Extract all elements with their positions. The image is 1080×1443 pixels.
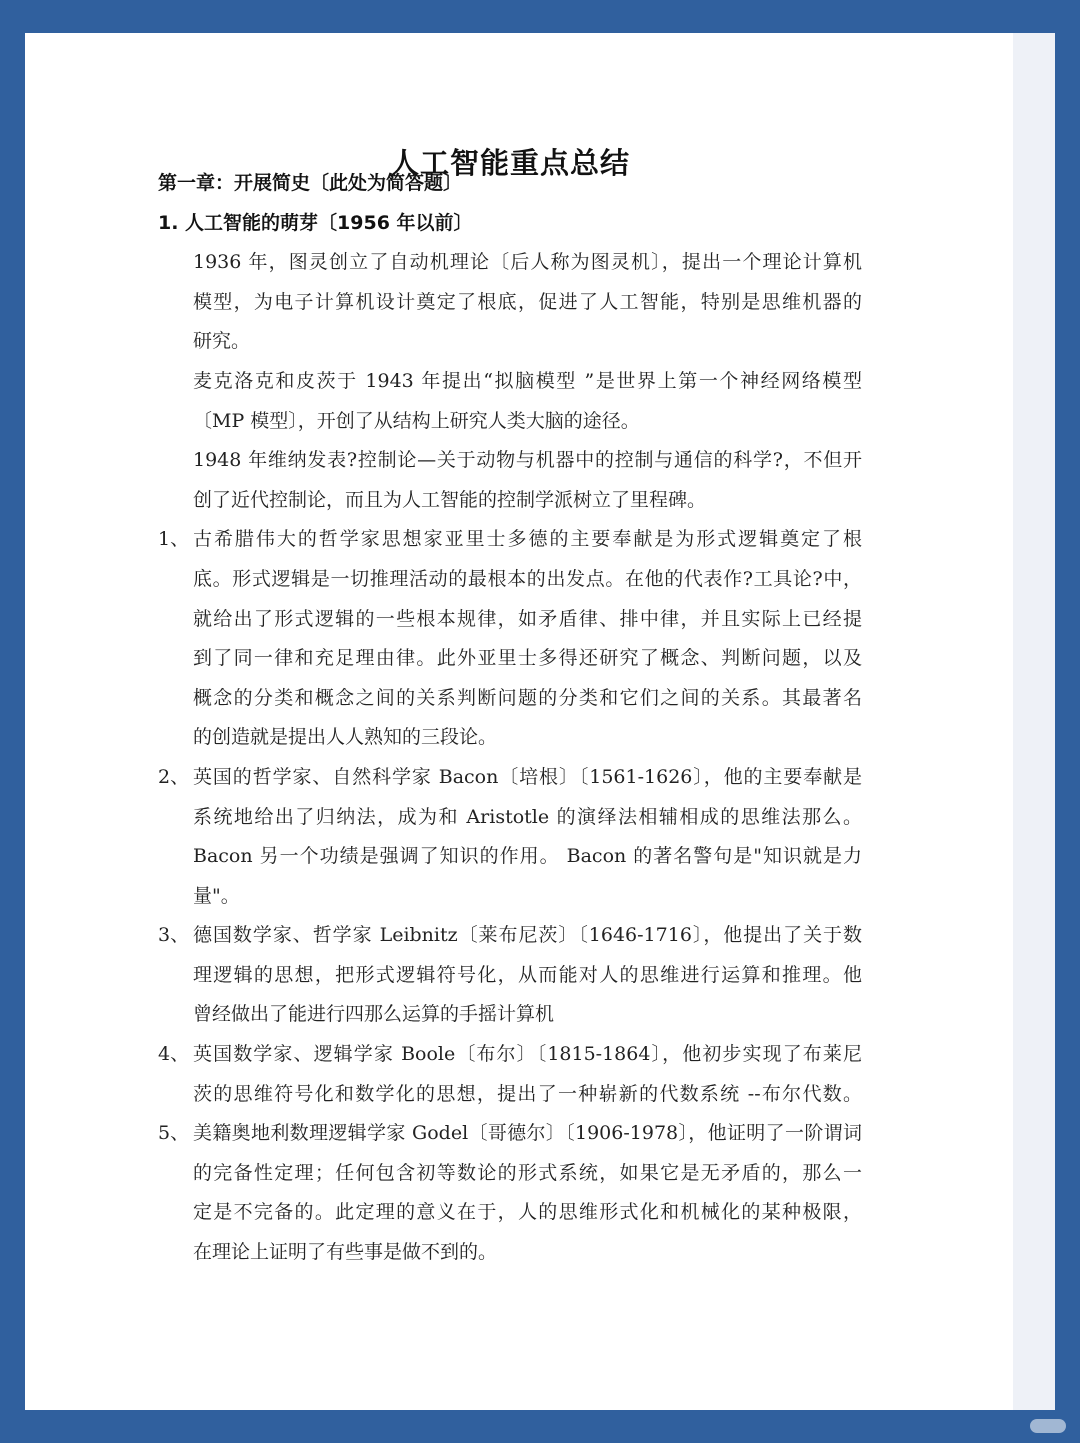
document-body — [25, 164, 1055, 1273]
list-item — [25, 758, 1055, 798]
paragraph-line — [25, 402, 1055, 442]
list-item-line — [25, 718, 1055, 758]
list-item-number: 2、 — [158, 765, 190, 788]
list-item-text: 就给出了形式逻辑的一些根本规律，如矛盾律、排中律，并且实际上已经提 — [193, 607, 862, 630]
list-item-line — [25, 877, 1055, 917]
list-item-text: 理逻辑的思想，把形式逻辑符号化，从而能对人的思维进行运算和推理。他 — [193, 963, 862, 986]
paragraph-line — [25, 243, 1055, 283]
list-item-text: 美籍奥地利数理逻辑学家 Godel〔哥德尔〕〔1906-1978〕，他证明了一阶谓词 — [193, 1122, 862, 1145]
paragraph-line — [25, 322, 1055, 362]
list-item-text: 古希腊伟大的哲学家思想家亚里士多德的主要奉献是为形式逻辑奠定了根 — [193, 528, 862, 551]
paragraph-text: 1936 年，图灵创立了自动机理论〔后人称为图灵机〕，提出一个理论计算机 — [193, 251, 862, 274]
list-item-text: 在理论上证明了有些事是做不到的。 — [193, 1241, 498, 1264]
paragraph-text: 〔MP 模型〕，开创了从结构上研究人类大脑的途径。 — [193, 409, 640, 432]
list-item-text: 德国数学家、哲学家 Leibnitz〔莱布尼茨〕〔1646-1716〕，他提出了关于数 — [193, 924, 862, 947]
chapter-heading-row — [25, 164, 1055, 204]
list-item-text: 底。形式逻辑是一切推理活动的最根本的出发点。在他的代表作?工具论?中， — [193, 567, 862, 590]
list-item-line — [25, 956, 1055, 996]
document-title: 人工智能重点总结 — [389, 146, 630, 180]
list-item-line — [25, 1193, 1055, 1233]
list-item-line — [25, 995, 1055, 1035]
list-item-text: 茨的思维符号化和数学化的思想，提出了一种崭新的代数系统 --布尔代数。 — [193, 1082, 862, 1105]
list-item-text: 英国数学家、逻辑学家 Boole〔布尔〕〔1815-1864〕，他初步实现了布莱尼 — [193, 1043, 862, 1066]
list-item-number: 5、 — [158, 1122, 190, 1145]
list-item-text: 量"。 — [193, 884, 240, 907]
list-item-text: 到了同一律和充足理由律。此外亚里士多得还研究了概念、判断问题，以及 — [193, 647, 862, 670]
list-item-text: 的完备性定理；任何包含初等数论的形式系统，如果它是无矛盾的，那么一 — [193, 1161, 862, 1184]
section-heading: 1. 人工智能的萌芽〔1956 年以前〕 — [158, 211, 473, 234]
paragraph-line — [25, 362, 1055, 402]
list-item-line — [25, 837, 1055, 877]
list-item-line — [25, 1075, 1055, 1115]
paragraph-line — [25, 441, 1055, 481]
list-item-line — [25, 639, 1055, 679]
list-item-line — [25, 1233, 1055, 1273]
paragraph-line — [25, 283, 1055, 323]
list-item-number: 4、 — [158, 1043, 190, 1066]
paragraph-text: 1948 年维纳发表?控制论—关于动物与机器中的控制与通信的科学?，不但开 — [193, 449, 862, 472]
list-item — [25, 520, 1055, 560]
list-item-line — [25, 1154, 1055, 1194]
watermark — [1030, 1419, 1066, 1433]
list-item-number: 1、 — [158, 528, 190, 551]
list-item-line — [25, 600, 1055, 640]
list-item-line — [25, 560, 1055, 600]
paragraph-text: 创了近代控制论，而且为人工智能的控制学派树立了里程碑。 — [193, 488, 707, 511]
list-item — [25, 916, 1055, 956]
list-item — [25, 1035, 1055, 1075]
paragraph-text: 研究。 — [193, 330, 251, 353]
list-item-text: 的创造就是提出人人熟知的三段论。 — [193, 726, 498, 749]
document-page — [25, 33, 1055, 1410]
list-item-text: 概念的分类和概念之间的关系判断问题的分类和它们之间的关系。其最著名 — [193, 686, 862, 709]
paragraph-text: 麦克洛克和皮茨于 1943 年提出“拟脑模型 ”是世界上第一个神经网络模型 — [193, 369, 862, 392]
chapter-heading: 第一章：开展简史〔此处为简答题〕 — [158, 172, 463, 194]
paragraph-line — [25, 481, 1055, 521]
section-heading-row — [25, 204, 1055, 244]
list-item-line — [25, 679, 1055, 719]
list-item-text: Bacon 另一个功绩是强调了知识的作用。 Bacon 的著名警句是"知识就是力 — [193, 845, 862, 868]
list-item-text: 英国的哲学家、自然科学家 Bacon〔培根〕〔1561-1626〕，他的主要奉献是 — [193, 765, 862, 788]
list-item-text: 定是不完备的。此定理的意义在于，人的思维形式化和机械化的某种极限， — [193, 1201, 862, 1224]
list-item-text: 曾经做出了能进行四那么运算的手摇计算机 — [193, 1003, 555, 1026]
list-item-line — [25, 798, 1055, 838]
list-item-text: 系统地给出了归纳法，成为和 Aristotle 的演绎法相辅相成的思维法那么。 — [193, 805, 862, 828]
list-item — [25, 1114, 1055, 1154]
list-item-number: 3、 — [158, 924, 190, 947]
paragraph-text: 模型，为电子计算机设计奠定了根底，促进了人工智能，特别是思维机器的 — [193, 290, 862, 313]
